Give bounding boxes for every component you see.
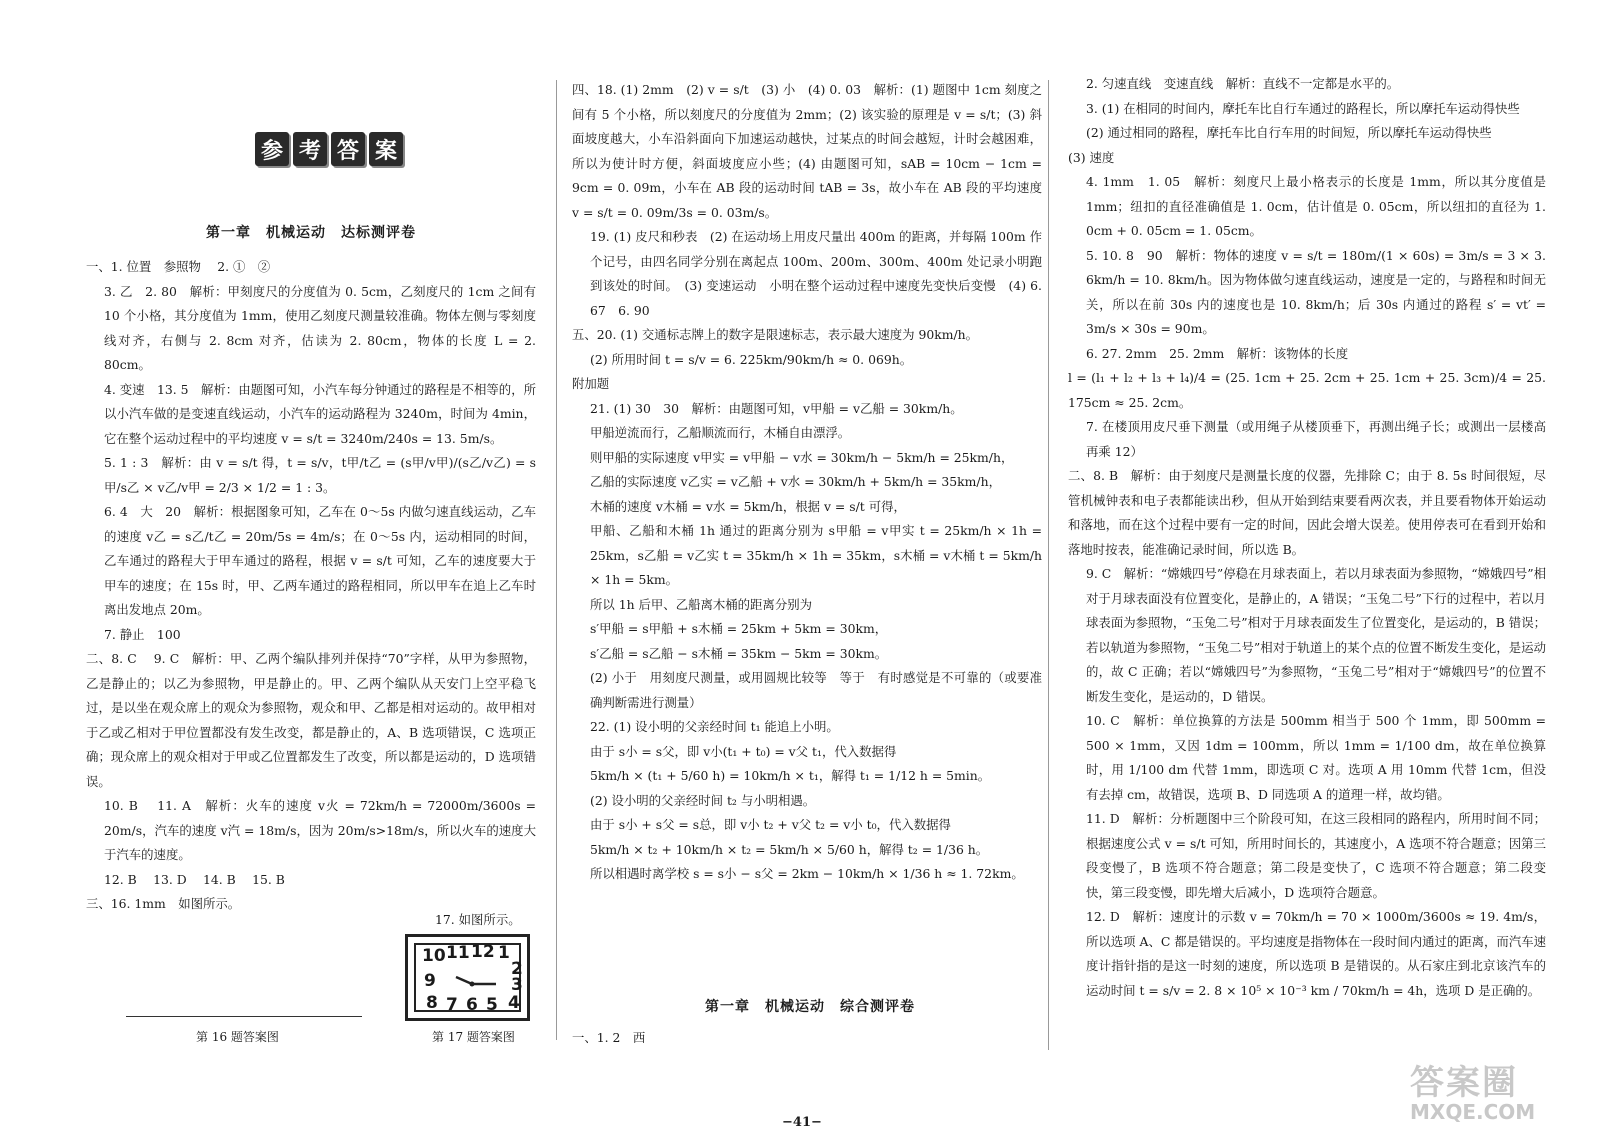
answer-paragraph: 10. C 解析：单位换算的方法是 500mm 相当于 500 个 1mm，即 500mm = 500 × 1mm，又因 1dm = 100mm，所以 1mm = 1/100 dm，故在单位换算时，用 1/100 dm 代替 1mm，即选项 C 对。选项 A 用 10mm 代替 1cm，但没有去掉 cm，故错误，选项 B、D 同选项 A 的道理一样，故均错。 xyxy=(1086,713,1550,802)
section-title-chapter1-comprehensive: 第一章 机械运动 综合测评卷 xyxy=(705,999,915,1015)
answer-paragraph: 附加题 xyxy=(572,376,610,391)
answer-paragraph: (2) 通过相同的路程，摩托车比自行车用的时间短，所以摩托车运动得快些 xyxy=(1086,125,1492,140)
answer-paragraph: l = (l₁ + l₂ + l₃ + l₄)/4 = (25. 1cm + 25. 2cm + 25. 1cm + 25. 3cm)/4 = 25. 175cm ≈ 25. 2cm。 xyxy=(1068,370,1550,410)
answer-column-middle xyxy=(572,78,1046,887)
answer-key-header xyxy=(255,132,403,166)
figure-caption-16: 第 16 题答案图 xyxy=(196,1030,279,1044)
answer-paragraph: 由于 s小 + s父 = s总，即 v小 t₂ + v父 t₂ = v小 t₀，代入数据得 xyxy=(590,817,951,832)
clock-digit: 5 xyxy=(486,995,498,1015)
page-number: −41− xyxy=(782,1115,822,1130)
answer-paragraph: 3. (1) 在相同的时间内，摩托车比自行车通过的路程长，所以摩托车运动得快些 xyxy=(1086,100,1520,116)
answer-paragraph: (2) 设小明的父亲经时间 t₂ 与小明相遇。 xyxy=(590,792,816,808)
answer-paragraph: 二、8. C 9. C 解析：甲、乙两个编队排列并保持“70”字样，从甲为参照物，乙是静止的；以乙为参照物，甲是静止的。甲、乙两个编队从天安门上空平稳飞过，是以坐在观众席上的观众为参照物，观众和甲、乙都是相对运动的。故甲相对于乙或乙相对于甲位置都没有发生改变，都是静止的，A、B 选项错误，C 选项正确；现众席上的观众相对于甲或乙位置都发生了改变，所以都是运动的，D 选项错误。 xyxy=(86,651,536,789)
answer-paragraph: 19. (1) 皮尺和秒表 (2) 在运动场上用皮尺量出 400m 的距离，并每隔 100m 作个记号，由四名同学分别在离起点 100m、200m、300m、400m 处记录小明跑到该处的时间。 (3) 变速运动 小明在整个运动过程中速度先变快后变慢 (4) 6. 67 6. 90 xyxy=(590,229,1046,318)
clock-digit: 1 xyxy=(498,943,510,963)
answer-paragraph: 5km/h × (t₁ + 5/60 h) = 10km/h × t₁，解得 t₁ = 1/12 h = 5min。 xyxy=(590,768,991,783)
answer-paragraph: 6. 27. 2mm 25. 2mm 解析：该物体的长度 xyxy=(1086,345,1349,361)
clock-digit: 7 xyxy=(446,995,458,1015)
clock-digit: 12 xyxy=(471,942,495,962)
answer-paragraph: 由于 s小 = s父，即 v小(t₁ + t₀) = v父 t₁，代入数据得 xyxy=(590,743,897,759)
answer-paragraph: 所以相遇时离学校 s = s小 − s父 = 2km − 10km/h × 1/36 h ≈ 1. 72km。 xyxy=(590,866,1024,881)
clock-digit: 11 xyxy=(446,943,470,963)
answer-paragraph: 2. 匀速直线 变速直线 解析：直线不一定都是水平的。 xyxy=(1086,76,1400,91)
answer-column-right xyxy=(1068,72,1550,1003)
answer-paragraph: 12. D 解析：速度计的示数 v = 70km/h = 70 × 1000m/3600s ≈ 19. 4m/s，所以选项 A、C 都是错误的。平均速度是指物体在一段时间内通过的距离，而汽车速度计指针指的是这一时刻的速度，所以选项 B 是错误的。从石家庄到北京该汽车的运动时间 t = s/v = 2. 8 × 10⁵ × 10⁻³ km / 70km/h = 4h，选项 D 是正确的。 xyxy=(1086,909,1546,998)
answer-paragraph: 3. 乙 2. 80 解析：甲刻度尺的分度值为 0. 5cm，乙刻度尺的 1cm 之间有 10 个小格，其分度值为 1mm，使用乙刻度尺测量较准确。物体左侧与零刻度线对齐，右侧与 2. 8cm 对齐，估读为 2. 80cm，物体的长度 L = 2. 80cm。 xyxy=(104,283,540,372)
answer-paragraph: 7. 在楼顶用皮尺垂下测量（或用绳子从楼顶垂下，再测出绳子长；或测出一层楼高再乘 12） xyxy=(1086,419,1546,459)
answer-paragraph: 木桶的速度 v木桶 = v水 = 5km/h，根据 v = s/t 可得， xyxy=(590,498,906,514)
header-char: 考 xyxy=(293,132,327,166)
answer-paragraph: 则甲船的实际速度 v甲实 = v甲船 − v水 = 30km/h − 5km/h = 25km/h， xyxy=(590,449,1014,465)
question-17-label: 17. 如图所示。 xyxy=(435,912,521,927)
watermark-logo xyxy=(1410,1055,1570,1135)
answer-paragraph: 9. C 解析：“嫦娥四号”停稳在月球表面上，若以月球表面为参照物，“嫦娥四号”相对于月球表面没有位置变化，是静止的，A 错误；“玉兔二号”下行的过程中，若以月球表面为参照物，“玉兔二号”相对于月球表面发生了位置变化，是运动的，B 错误；若以轨道为参照物，“玉兔二号”相对于轨道上的某个点的位置不断发生变化，是运动的，故 C 正确；若以“嫦娥四号”为参照物，“玉兔二号”相对于“嫦娥四号”的位置不断发生变化，是运动的，D 错误。 xyxy=(1086,566,1546,704)
clock-digit: 3 xyxy=(511,975,523,995)
answer-paragraph: 6. 4 大 20 解析：根据图象可知，乙车在 0～5s 内做匀速直线运动，乙车的速度 v乙 = s乙/t乙 = 20m/5s = 4m/s；在 0～5s 内，运动相同的时间，乙车通过的路程大于甲车通过的路程，根据 v = s/t 可知，乙车的速度要大于甲车的速度；在 15s 时，甲、乙两车通过的路程相同，所以甲车在追上乙车时离出发地点 20m。 xyxy=(104,504,536,617)
column-divider xyxy=(1048,80,1049,1050)
clock-face xyxy=(414,942,523,1015)
header-char: 答 xyxy=(331,132,365,166)
answer-paragraph: (2) 小于 用刻度尺测量，或用圆规比较等 等于 有时感觉是不可靠的（或要准确判断需进行测量） xyxy=(590,670,1042,710)
watermark-url: MXQE.COM xyxy=(1410,1100,1536,1124)
answer-paragraph: (3) 速度 xyxy=(1068,149,1115,165)
clock-digit: 6 xyxy=(466,995,478,1015)
answer-paragraph: 4. 变速 13. 5 解析：由题图可知，小汽车每分钟通过的路程是不相等的，所以小汽车做的是变速直线运动，小汽车的运动路程为 3240m，时间为 4min，它在整个运动过程中的平均速度 v = s/t = 3240m/240s = 13. 5m/s。 xyxy=(104,381,536,446)
answer-paragraph: 7. 静止 100 xyxy=(104,626,181,642)
answer-paragraph: 五、20. (1) 交通标志牌上的数字是限速标志，表示最大速度为 90km/h。 xyxy=(572,327,979,342)
answer-paragraph: 5km/h × t₂ + 10km/h × t₂ = 5km/h × 5/60 h，解得 t₂ = 1/36 h。 xyxy=(590,841,989,857)
answer-paragraph: s′乙船 = s乙船 − s木桶 = 35km − 5km = 30km。 xyxy=(590,645,888,661)
answer-paragraph: 4. 1mm 1. 05 解析：刻度尺上最小格表示的长度是 1mm，所以其分度值是 1mm；纽扣的直径准确值是 1. 0cm，估计值是 0. 05cm，所以纽扣的直径为 1. 0cm + 0. 05cm = 1. 05cm。 xyxy=(1086,174,1550,238)
watermark-text: 答案圈 xyxy=(1410,1063,1518,1103)
answer-column-left xyxy=(86,255,540,917)
answer-paragraph: 三、16. 1mm 如图所示。 xyxy=(86,896,241,911)
section-title-chapter1-test: 第一章 机械运动 达标测评卷 xyxy=(206,225,416,241)
column-divider xyxy=(556,80,557,1040)
answer-paragraph: 所以 1h 后甲、乙船离木桶的距离分别为 xyxy=(590,596,812,612)
answer-paragraph: 11. D 解析：分析题图中三个阶段可知，在这三段相同的路程内，所用时间不同；根据速度公式 v = s/t 可知，所用时间长的，其速度小，A 选项不符合题意；因第三段变慢了，B 选项不符合题意；第二段是变快了，C 选项不符合题意；第二段变快，第三段变慢，即先增大后减小，D 选项符合题意。 xyxy=(1086,811,1546,900)
answer-paragraph: 10. B 11. A 解析：火车的速度 v火 = 72km/h = 72000m/3600s = 20m/s，汽车的速度 v汽 = 18m/s，因为 20m/s>18m/s，所以火车的速度大于汽车的速度。 xyxy=(104,798,540,862)
answer-paragraph: 乙船的实际速度 v乙实 = v乙船 + v水 = 30km/h + 5km/h = 35km/h， xyxy=(590,474,1001,489)
answer-paragraph: 5. 10. 8 90 解析：物体的速度 v = s/t = 180m/(1 × 60s) = 3m/s = 3 × 3. 6km/h = 10. 8km/h。因为物体做匀速直线运动，速度是一定的，与路程和时间无关，所以在前 30s 内的速度也是 10. 8km/h；后 30s 内通过的路程 s′ = vt′ = 3m/s × 30s = 90m。 xyxy=(1086,247,1550,336)
answer-paragraph: (2) 所用时间 t = s/v = 6. 225km/90km/h ≈ 0. 069h。 xyxy=(590,351,913,367)
answer-paragraph: s′甲船 = s甲船 + s木桶 = 25km + 5km = 30km， xyxy=(590,621,888,636)
header-char: 案 xyxy=(369,132,403,166)
clock-digit: 10 xyxy=(422,946,446,966)
header-char: 参 xyxy=(255,132,289,166)
clock-digit: 8 xyxy=(426,993,438,1013)
figure-caption-17: 第 17 题答案图 xyxy=(432,1030,515,1044)
answer-paragraph: 一、1. 2 西 xyxy=(572,1030,646,1045)
answer-paragraph: 二、8. B 解析：由于刻度尺是测量长度的仪器，先排除 C；由于 8. 5s 时间很短，尽管机械钟表和电子表都能读出秒，但从开始到结束要看两次表，并且要看物体开始运动和落地，而在这个过程中要有一定的时间，因此会增大误差。使用停表可在看到开始和落地时按表，能准确记录时间，所以选 B。 xyxy=(1068,468,1546,557)
answer-paragraph: 甲船逆流而行，乙船顺流而行，木桶自由漂浮。 xyxy=(590,425,851,440)
answer-paragraph: 12. B 13. D 14. B 15. B xyxy=(104,871,285,887)
clock-digit: 9 xyxy=(424,971,436,991)
clock-digit: 4 xyxy=(508,993,520,1013)
answer-paragraph: 四、18. (1) 2mm (2) v = s/t (3) 小 (4) 0. 03 解析：(1) 题图中 1cm 刻度之间有 5 个小格，所以刻度尺的分度值为 2mm；(2) 该实验的原理是 v = s/t；(3) 斜面坡度越大，小车沿斜面向下加速运动越快，过某点的时间会越短，计时会越困难，所以为使计时方便，斜面坡度应小些；(4) 由题图可知，sAB = 10cm − 1cm = 9cm = 0. 09m，小车在 AB 段的运动时间 tAB = 3s，故小车在 AB 段的平均速度 v = s/t = 0. 09m/3s = 0. 03m/s。 xyxy=(572,82,1046,220)
answer-paragraph: 甲船、乙船和木桶 1h 通过的距离分别为 s甲船 = v甲实 t = 25km/h × 1h = 25km，s乙船 = v乙实 t = 35km/h × 1h = 35km，s木桶 = v木桶 t = 5km/h × 1h = 5km。 xyxy=(590,523,1046,587)
clock-figure xyxy=(405,934,530,1021)
answer-paragraph: 5. 1 : 3 解析：由 v = s/t 得，t = s/v，t甲/t乙 = (s甲/v甲)/(s乙/v乙) = s甲/s乙 × v乙/v甲 = 2/3 × 1/2 = 1 : 3。 xyxy=(104,455,536,495)
question-16-answer-line xyxy=(126,1016,362,1017)
answer-paragraph: 21. (1) 30 30 解析：由题图可知，v甲船 = v乙船 = 30km/h。 xyxy=(590,400,963,416)
answer-paragraph: 22. (1) 设小明的父亲经时间 t₁ 能追上小明。 xyxy=(590,719,839,734)
clock-digit: 2 xyxy=(511,959,523,979)
answer-paragraph: 一、1. 位置 参照物 2. ① ② xyxy=(86,259,271,274)
